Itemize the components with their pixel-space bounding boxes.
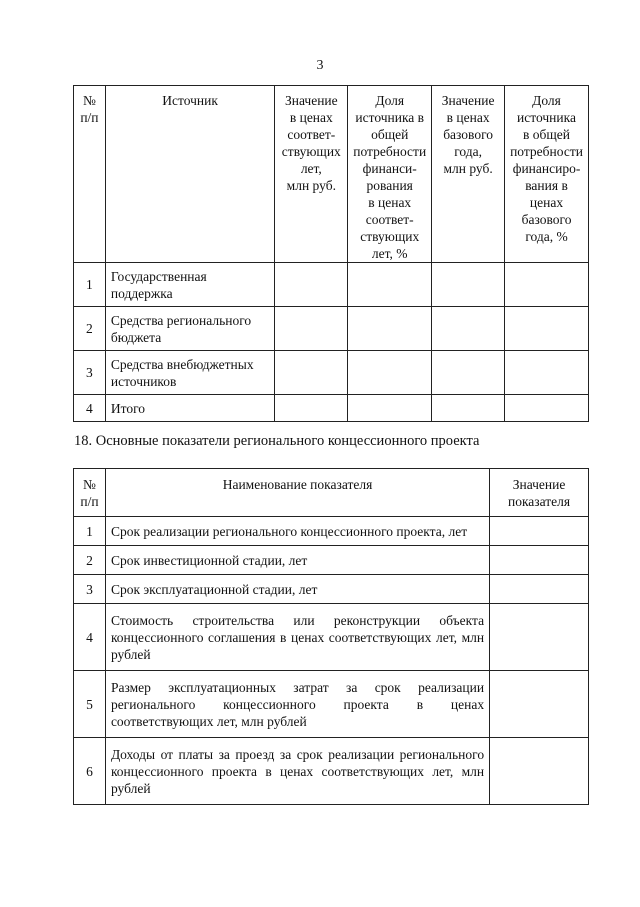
empty-cell: [275, 351, 348, 395]
empty-cell: [432, 307, 505, 351]
header-value: [490, 469, 589, 517]
header-line: базового: [521, 212, 572, 227]
header-num-line: п/п: [80, 494, 99, 509]
table-row: [74, 604, 589, 671]
empty-cell: [348, 395, 432, 422]
empty-cell: [505, 307, 589, 351]
empty-cell: [490, 546, 589, 575]
source-line: бюджета: [110, 329, 162, 345]
header-share-base: [505, 86, 589, 263]
header-name-text: Наименование показателя: [222, 477, 373, 492]
source-line: поддержка: [110, 285, 173, 301]
header-line: в общей: [523, 127, 571, 142]
empty-cell: [505, 395, 589, 422]
header-line: млн руб.: [443, 161, 493, 176]
empty-cell: [432, 395, 505, 422]
header-value-base: [432, 86, 505, 263]
row-num: 1: [74, 517, 106, 546]
row-num: 5: [74, 671, 106, 738]
section-title: 18. Основные показатели регионального концессионного проекта: [74, 433, 480, 449]
empty-cell: [505, 263, 589, 307]
header-line: лет,: [300, 161, 322, 176]
empty-cell: [348, 307, 432, 351]
row-name: Срок инвестиционной стадии, лет: [105, 546, 489, 575]
header-line: лет, %: [371, 246, 408, 261]
row-num: 2: [74, 546, 106, 575]
header-line: финансиро-: [512, 161, 581, 176]
header-value-current: [275, 86, 348, 263]
header-num: [74, 86, 106, 263]
row-num: 6: [74, 738, 106, 805]
header-line: базового: [443, 127, 494, 142]
header-line: источника: [517, 110, 576, 125]
header-line: вания в: [525, 178, 568, 193]
table-row: [74, 263, 589, 307]
empty-cell: [348, 351, 432, 395]
empty-cell: [275, 263, 348, 307]
header-line: Доля: [532, 93, 561, 108]
source-line: источников: [110, 373, 177, 389]
empty-cell: [432, 263, 505, 307]
row-name: Срок реализации регионального концессионного проекта, лет: [105, 517, 489, 546]
row-name: Размер эксплуатационных затрат за срок реализации регионального концессионного проекта в ценах соответствующих лет, млн рублей: [105, 671, 489, 738]
table-row: [74, 575, 589, 604]
header-line: млн руб.: [286, 178, 336, 193]
empty-cell: [490, 604, 589, 671]
empty-cell: [490, 575, 589, 604]
source-line: Средства внебюджетных: [110, 356, 254, 372]
project-indicators-table: [73, 468, 589, 805]
empty-cell: [490, 738, 589, 805]
header-line: ценах: [529, 195, 564, 210]
row-num: 2: [74, 307, 106, 351]
empty-cell: [505, 351, 589, 395]
header-line: Значение: [441, 93, 495, 108]
row-source: [105, 263, 275, 307]
header-line: источника в: [355, 110, 425, 125]
empty-cell: [432, 351, 505, 395]
header-line: Значение: [512, 477, 566, 492]
row-source: [105, 351, 275, 395]
header-line: соответ-: [365, 212, 414, 227]
table-header-row: [74, 86, 589, 263]
empty-cell: [348, 263, 432, 307]
table-row: [74, 517, 589, 546]
header-line: Доля: [375, 93, 405, 108]
row-num: 3: [74, 351, 106, 395]
header-line: в ценах: [446, 110, 490, 125]
page-number: 3: [316, 58, 324, 73]
header-line: соответ-: [287, 127, 336, 142]
header-num-line: №: [82, 93, 96, 108]
row-num: 3: [74, 575, 106, 604]
header-line: общей: [371, 127, 409, 142]
header-line: в ценах: [289, 110, 333, 125]
row-name: Стоимость строительства или реконструкции объекта концессионного соглашения в ценах соответствующих лет, млн рублей: [105, 604, 489, 671]
table-row: [74, 671, 589, 738]
row-num: 4: [74, 395, 106, 422]
row-num: 4: [74, 604, 106, 671]
row-num: 1: [74, 263, 106, 307]
row-name: Доходы от платы за проезд за срок реализации регионального концессионного проекта в ценах соответствующих лет, млн рублей: [105, 738, 489, 805]
table-row: [74, 351, 589, 395]
table-row: [74, 546, 589, 575]
row-name: Срок эксплуатационной стадии, лет: [105, 575, 489, 604]
source-line: Государственная: [110, 268, 207, 284]
source-line: Средства регионального: [110, 312, 252, 328]
header-line: потребности: [353, 144, 427, 159]
header-num-line: п/п: [80, 110, 99, 125]
header-line: ствующих: [281, 144, 341, 159]
header-line: рования: [366, 178, 413, 193]
empty-cell: [275, 307, 348, 351]
header-line: показателя: [507, 494, 571, 509]
row-source: [105, 395, 275, 422]
header-line: потребности: [510, 144, 583, 159]
table-row: [74, 395, 589, 422]
header-line: года,: [454, 144, 483, 159]
header-num-line: №: [83, 477, 96, 492]
table-row: [74, 738, 589, 805]
empty-cell: [490, 517, 589, 546]
header-line: года, %: [525, 229, 568, 244]
header-line: в ценах: [368, 195, 412, 210]
header-name: [105, 469, 489, 517]
header-source: [105, 86, 275, 263]
header-line: финанси-: [362, 161, 417, 176]
header-line: Значение: [284, 93, 338, 108]
header-num: [74, 469, 106, 517]
empty-cell: [490, 671, 589, 738]
header-line: ствующих: [360, 229, 420, 244]
source-line: Итого: [110, 400, 146, 416]
row-source: [105, 307, 275, 351]
funding-sources-table: [73, 85, 589, 422]
empty-cell: [275, 395, 348, 422]
table-header-row: [74, 469, 589, 517]
header-source-text: Источник: [162, 93, 218, 108]
header-share-current: [348, 86, 432, 263]
table-row: [74, 307, 589, 351]
